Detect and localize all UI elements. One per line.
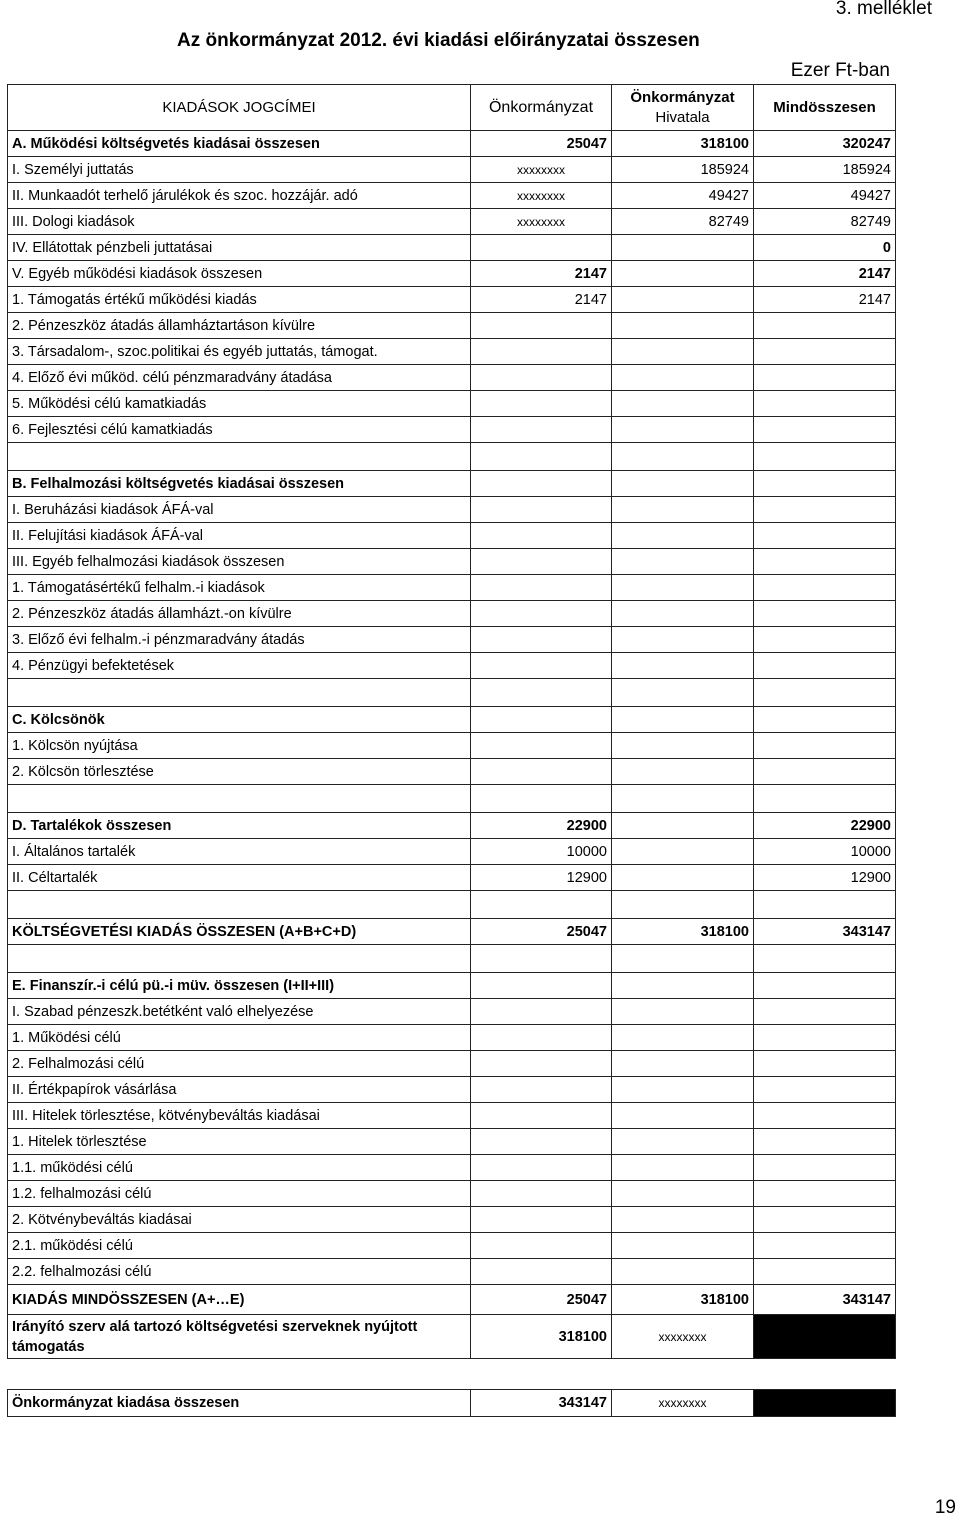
cell — [612, 261, 754, 287]
cell — [754, 1207, 896, 1233]
row-label: KIADÁS MINDÖSSZESEN (A+…E) — [8, 1285, 471, 1315]
cell: 320247 — [754, 131, 896, 157]
expenditure-table — [7, 84, 895, 1359]
cell: 49427 — [754, 183, 896, 209]
table-row — [8, 653, 896, 679]
row-label: Önkormányzat kiadása összesen — [8, 1390, 471, 1417]
cell: 12900 — [754, 865, 896, 891]
cell — [754, 1259, 896, 1285]
cell: 10000 — [754, 839, 896, 865]
cell — [754, 999, 896, 1025]
header-line: Önkormányzat — [630, 88, 735, 106]
row-label: I. Személyi juttatás — [8, 157, 471, 183]
page-title: Az önkormányzat 2012. évi kiadási előirányzatai összesen — [177, 30, 700, 51]
cell — [754, 417, 896, 443]
row-label: II. Céltartalék — [8, 865, 471, 891]
cell — [754, 945, 896, 973]
row-label: 3. Előző évi felhalm.-i pénzmaradvány átadás — [8, 627, 471, 653]
table-row — [8, 523, 896, 549]
row-label: 1. Támogatásértékű felhalm.-i kiadások — [8, 575, 471, 601]
cell — [612, 339, 754, 365]
cell — [471, 653, 612, 679]
table-row — [8, 1051, 896, 1077]
table-row — [8, 1259, 896, 1285]
cell — [612, 813, 754, 839]
table-row — [8, 839, 896, 865]
table-row — [8, 575, 896, 601]
cell — [754, 391, 896, 417]
table-row — [8, 1129, 896, 1155]
cell: 25047 — [471, 131, 612, 157]
cell — [754, 1390, 896, 1417]
cell — [471, 523, 612, 549]
table-row — [8, 1233, 896, 1259]
table-row — [8, 1025, 896, 1051]
row-label: 1.1. működési célú — [8, 1155, 471, 1181]
cell — [612, 391, 754, 417]
cell: 318100 — [612, 919, 754, 945]
header-line: Hivatala — [655, 108, 710, 126]
cell: 318100 — [471, 1315, 612, 1359]
cell — [612, 733, 754, 759]
cell: 343147 — [754, 919, 896, 945]
cell — [612, 1051, 754, 1077]
cell: 318100 — [612, 131, 754, 157]
cell — [471, 1207, 612, 1233]
row-label: D. Tartalékok összesen — [8, 813, 471, 839]
unit-label: Ezer Ft-ban — [790, 60, 890, 81]
spacer-row — [8, 679, 896, 707]
cell — [612, 627, 754, 653]
row-label: 1. Kölcsön nyújtása — [8, 733, 471, 759]
row-label: 2. Pénzeszköz átadás államházt.-on kívülre — [8, 601, 471, 627]
cell — [754, 891, 896, 919]
cell — [754, 471, 896, 497]
table-row — [8, 235, 896, 261]
cell — [471, 313, 612, 339]
cell — [612, 1129, 754, 1155]
cell — [471, 627, 612, 653]
cell — [612, 999, 754, 1025]
cell — [612, 1233, 754, 1259]
table-row — [8, 1285, 896, 1315]
cell: xxxxxxxx — [471, 209, 612, 235]
annex-label: 3. melléklet — [835, 0, 932, 19]
cell — [754, 1233, 896, 1259]
cell — [471, 417, 612, 443]
cell — [754, 653, 896, 679]
table-row — [8, 1315, 896, 1359]
cell — [612, 1181, 754, 1207]
cell: 318100 — [612, 1285, 754, 1315]
table-row — [8, 261, 896, 287]
cell — [612, 235, 754, 261]
header-cell: Önkormányzat — [471, 85, 612, 131]
cell — [612, 1207, 754, 1233]
cell: 25047 — [471, 1285, 612, 1315]
table-row — [8, 365, 896, 391]
cell — [754, 1103, 896, 1129]
table-row — [8, 601, 896, 627]
cell — [612, 575, 754, 601]
row-label: 4. Pénzügyi befektetések — [8, 653, 471, 679]
row-label: KÖLTSÉGVETÉSI KIADÁS ÖSSZESEN (A+B+C+D) — [8, 919, 471, 945]
cell — [612, 443, 754, 471]
cell — [754, 1181, 896, 1207]
cell — [471, 707, 612, 733]
cell: 49427 — [612, 183, 754, 209]
cell — [471, 1181, 612, 1207]
cell — [754, 443, 896, 471]
cell: xxxxxxxx — [471, 157, 612, 183]
row-label: 4. Előző évi működ. célú pénzmaradvány átadása — [8, 365, 471, 391]
table-row — [8, 707, 896, 733]
cell — [471, 973, 612, 999]
row-label: 5. Működési célú kamatkiadás — [8, 391, 471, 417]
cell — [471, 601, 612, 627]
cell — [612, 601, 754, 627]
cell — [471, 1051, 612, 1077]
cell — [8, 891, 471, 919]
row-label: 1. Hitelek törlesztése — [8, 1129, 471, 1155]
cell — [754, 601, 896, 627]
cell — [471, 497, 612, 523]
cell — [754, 1315, 896, 1359]
table-row — [8, 973, 896, 999]
cell — [612, 891, 754, 919]
cell — [8, 945, 471, 973]
header-row — [8, 85, 896, 131]
cell: 22900 — [754, 813, 896, 839]
row-label: Irányító szerv alá tartozó költségvetési szerveknek nyújtott támogatás — [8, 1315, 471, 1359]
cell — [612, 945, 754, 973]
cell — [612, 1155, 754, 1181]
cell — [754, 759, 896, 785]
table-row — [8, 1181, 896, 1207]
cell — [612, 471, 754, 497]
table-row — [8, 549, 896, 575]
cell — [612, 1077, 754, 1103]
row-label: I. Szabad pénzeszk.betétként való elhelyezése — [8, 999, 471, 1025]
table-row — [8, 391, 896, 417]
table-row — [8, 471, 896, 497]
cell: 2147 — [754, 261, 896, 287]
cell: 343147 — [471, 1390, 612, 1417]
cell — [612, 523, 754, 549]
cell — [612, 1103, 754, 1129]
row-label: V. Egyéb működési kiadások összesen — [8, 261, 471, 287]
row-label: 3. Társadalom-, szoc.politikai és egyéb juttatás, támogat. — [8, 339, 471, 365]
cell — [612, 973, 754, 999]
cell — [754, 707, 896, 733]
cell — [471, 1129, 612, 1155]
row-label: 2. Pénzeszköz átadás államháztartáson kívülre — [8, 313, 471, 339]
cell — [754, 679, 896, 707]
row-label: 2.1. működési célú — [8, 1233, 471, 1259]
row-label: A. Működési költségvetés kiadásai összesen — [8, 131, 471, 157]
table-row — [8, 813, 896, 839]
cell — [471, 999, 612, 1025]
row-label: III. Hitelek törlesztése, kötvénybeváltás kiadásai — [8, 1103, 471, 1129]
row-label: IV. Ellátottak pénzbeli juttatásai — [8, 235, 471, 261]
cell: 82749 — [612, 209, 754, 235]
row-label: II. Munkaadót terhelő járulékok és szoc. hozzájár. adó — [8, 183, 471, 209]
row-label: I. Beruházási kiadások ÁFÁ-val — [8, 497, 471, 523]
table-row — [8, 1155, 896, 1181]
cell — [754, 549, 896, 575]
table-row — [8, 627, 896, 653]
cell — [471, 1077, 612, 1103]
cell: 82749 — [754, 209, 896, 235]
cell: 185924 — [754, 157, 896, 183]
cell — [754, 1051, 896, 1077]
header-cell — [612, 85, 754, 131]
spacer-row — [8, 443, 896, 471]
row-label: III. Egyéb felhalmozási kiadások összesen — [8, 549, 471, 575]
table-row — [8, 417, 896, 443]
cell — [471, 1233, 612, 1259]
row-label: 6. Fejlesztési célú kamatkiadás — [8, 417, 471, 443]
table-row — [8, 1077, 896, 1103]
table-row — [8, 733, 896, 759]
table-row — [8, 209, 896, 235]
cell — [471, 471, 612, 497]
row-label: III. Dologi kiadások — [8, 209, 471, 235]
cell — [754, 785, 896, 813]
cell: 25047 — [471, 919, 612, 945]
cell — [754, 497, 896, 523]
cell — [612, 1025, 754, 1051]
row-label: 1. Működési célú — [8, 1025, 471, 1051]
row-label: 2.2. felhalmozási célú — [8, 1259, 471, 1285]
row-label: II. Értékpapírok vásárlása — [8, 1077, 471, 1103]
row-label: B. Felhalmozási költségvetés kiadásai összesen — [8, 471, 471, 497]
cell — [612, 1259, 754, 1285]
row-label: 2. Kötvénybeváltás kiadásai — [8, 1207, 471, 1233]
header-cell: KIADÁSOK JOGCÍMEI — [8, 85, 471, 131]
cell — [754, 1077, 896, 1103]
table-row — [8, 131, 896, 157]
row-label: C. Kölcsönök — [8, 707, 471, 733]
cell — [471, 365, 612, 391]
table-row — [8, 919, 896, 945]
cell — [471, 443, 612, 471]
cell — [612, 549, 754, 575]
table-row — [8, 339, 896, 365]
cell — [612, 365, 754, 391]
cell — [8, 785, 471, 813]
table-row — [8, 865, 896, 891]
cell — [471, 679, 612, 707]
table-row — [8, 157, 896, 183]
cell: 2147 — [471, 287, 612, 313]
cell: 2147 — [471, 261, 612, 287]
row-label: E. Finanszír.-i célú pü.-i müv. összesen (I+II+III) — [8, 973, 471, 999]
cell — [471, 1025, 612, 1051]
cell — [612, 865, 754, 891]
cell: 185924 — [612, 157, 754, 183]
cell — [754, 523, 896, 549]
spacer-row — [8, 891, 896, 919]
total-table — [7, 1389, 895, 1417]
table-row — [8, 1103, 896, 1129]
cell — [754, 1129, 896, 1155]
page-number: 19 — [934, 1497, 956, 1518]
table-row — [8, 287, 896, 313]
cell — [612, 679, 754, 707]
cell: 343147 — [754, 1285, 896, 1315]
cell: 0 — [754, 235, 896, 261]
cell — [471, 575, 612, 601]
cell: 2147 — [754, 287, 896, 313]
cell — [754, 733, 896, 759]
cell — [612, 707, 754, 733]
row-label: II. Felujítási kiadások ÁFÁ-val — [8, 523, 471, 549]
cell: xxxxxxxx — [612, 1390, 754, 1417]
row-label: 2. Kölcsön törlesztése — [8, 759, 471, 785]
cell: 12900 — [471, 865, 612, 891]
cell — [754, 1155, 896, 1181]
cell — [754, 339, 896, 365]
table-row — [8, 183, 896, 209]
cell — [471, 945, 612, 973]
cell — [754, 575, 896, 601]
cell — [612, 839, 754, 865]
row-label: I. Általános tartalék — [8, 839, 471, 865]
table-row — [8, 313, 896, 339]
cell: xxxxxxxx — [612, 1315, 754, 1359]
cell: xxxxxxxx — [471, 183, 612, 209]
header-cell: Mindösszesen — [754, 85, 896, 131]
cell — [471, 391, 612, 417]
cell — [612, 313, 754, 339]
cell — [471, 549, 612, 575]
cell — [612, 287, 754, 313]
cell — [471, 1259, 612, 1285]
table-row — [8, 497, 896, 523]
cell — [612, 785, 754, 813]
cell — [612, 759, 754, 785]
cell — [471, 759, 612, 785]
spacer-row — [8, 785, 896, 813]
row-label: 2. Felhalmozási célú — [8, 1051, 471, 1077]
cell — [612, 417, 754, 443]
table-row — [8, 759, 896, 785]
cell — [754, 313, 896, 339]
cell — [612, 497, 754, 523]
cell — [471, 235, 612, 261]
cell — [471, 1103, 612, 1129]
cell — [754, 365, 896, 391]
table-row — [8, 1390, 896, 1417]
cell: 22900 — [471, 813, 612, 839]
table-row — [8, 1207, 896, 1233]
cell — [471, 891, 612, 919]
row-label: 1.2. felhalmozási célú — [8, 1181, 471, 1207]
cell — [754, 1025, 896, 1051]
cell — [471, 785, 612, 813]
cell — [754, 973, 896, 999]
cell: 10000 — [471, 839, 612, 865]
cell — [8, 679, 471, 707]
cell — [471, 339, 612, 365]
cell — [612, 653, 754, 679]
spacer-row — [8, 945, 896, 973]
cell — [8, 443, 471, 471]
row-label: 1. Támogatás értékű működési kiadás — [8, 287, 471, 313]
table-row — [8, 999, 896, 1025]
cell — [754, 627, 896, 653]
cell — [471, 733, 612, 759]
cell — [471, 1155, 612, 1181]
